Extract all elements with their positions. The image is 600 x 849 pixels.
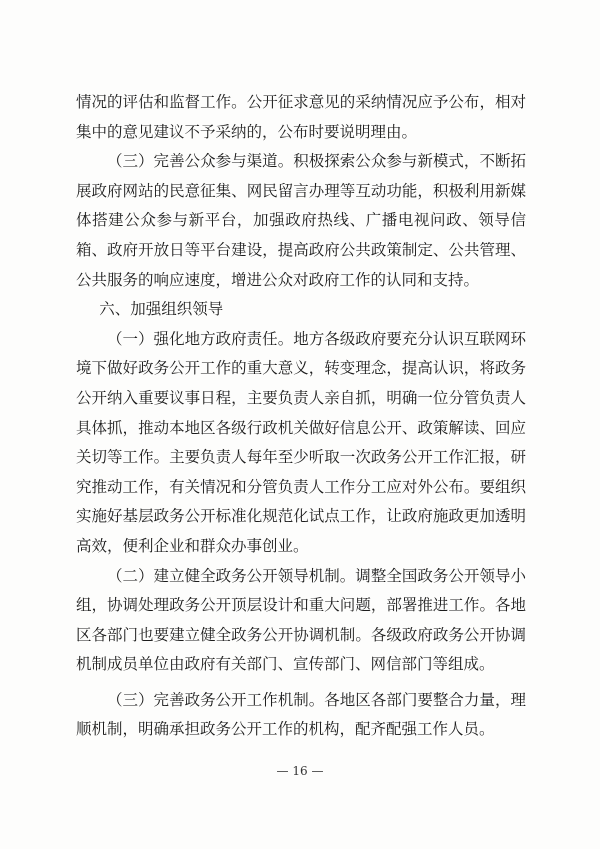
paragraph-work-mechanism: （三）完善政务公开工作机制。各地区各部门要整合力量，理顺机制，明确承担政务公开工作的机构，配齐配强工作人员。 [76, 690, 526, 739]
paragraph-continuation: 情况的评估和监督工作。公开征求意见的采纳情况应予公布，相对集中的意见建议不予采纳的，公布时要说明理由。 [76, 93, 526, 141]
section-heading: 六、加强组织领导 [99, 300, 224, 319]
paragraph-leadership-mechanism: （二）建立健全政务公开领导机制。调整全国政务公开领导小组，协调处理政务公开顶层设计和重大问题，部署推进工作。各地区各部门也要建立健全政务公开协调机制。各级政府政务公开协调机制成员单位由政府有关部门、宣传部门、网信部门等组成。 [76, 566, 526, 674]
paragraph-local-government-responsibility: （一）强化地方政府责任。地方各级政府要充分认识互联网环境下做好政务公开工作的重大意义，转变理念，提高认识，将政务公开纳入重要议事日程，主要负责人亲自抓，明确一位分管负责人具体抓，推动本地区各级行政机关做好信息公开、政策解读、回应关切等工作。主要负责人每年至少听取一次政务公开工作汇报，研究推动工作，有关情况和分管负责人工作分工应对外公布。要组织实施好基层政务公开标准化规范化试点工作，让政府施政更加透明高效，便利企业和群众办事创业。 [76, 329, 526, 555]
page-number: — 16 — [276, 764, 324, 778]
document-body [76, 88, 526, 745]
paragraph-public-participation: （三）完善公众参与渠道。积极探索公众参与新模式，不断拓展政府网站的民意征集、网民留言办理等互动功能，积极利用新媒体搭建公众参与新平台，加强政府热线、广播电视问政、领导信箱、政府开放日等平台建设，提高政府公共政策制定、公共管理、公共服务的响应速度，增进公众对政府工作的认同和支持。 [76, 152, 526, 289]
